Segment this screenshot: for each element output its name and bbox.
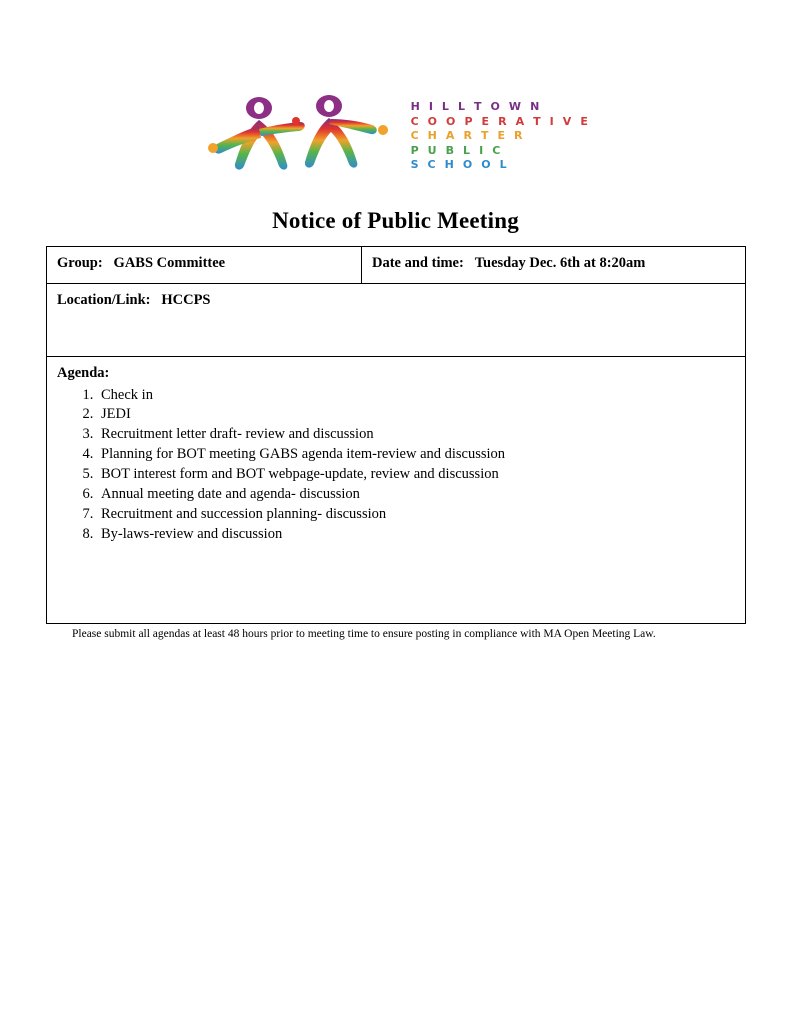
group-label: Group: <box>57 255 103 271</box>
location-label: Location/Link: <box>57 292 151 308</box>
footnote: Please submit all agendas at least 48 hours prior to meeting time to ensure posting in compliance with MA Open Meeting Law. <box>72 628 656 640</box>
group-cell <box>47 247 362 284</box>
list-item: 4. Planning for BOT meeting GABS agenda item-review and discussion <box>97 445 736 465</box>
page-title: Notice of Public Meeting <box>272 208 519 233</box>
datetime-value: Tuesday Dec. 6th at 8:20am <box>474 255 646 271</box>
logo-word-3: C H A R T E R <box>410 129 526 143</box>
list-item: 2. JEDI <box>97 405 736 425</box>
list-item: 1. Check in <box>97 386 736 406</box>
logo-word-5: S C H O O L <box>410 158 510 172</box>
datetime-cell <box>362 247 746 284</box>
location-value: HCCPS <box>161 292 211 308</box>
agenda-label: Agenda: <box>57 365 110 381</box>
table-row-location <box>47 284 746 357</box>
group-value: GABS Committee <box>113 255 226 271</box>
list-item: 6. Annual meeting date and agenda- discussion <box>97 485 736 505</box>
logo-wordmark <box>411 101 591 171</box>
table-row-agenda <box>47 357 746 624</box>
meeting-notice-table <box>46 246 746 624</box>
list-item: 8. By-laws-review and discussion <box>97 525 736 545</box>
agenda-list <box>57 386 736 545</box>
agenda-cell <box>47 357 746 624</box>
logo-word-2: C O O P E R A T I V E <box>410 114 591 128</box>
logo-word-1: H I L L T O W N <box>410 100 542 114</box>
logo-word-4: P U B L I C <box>410 143 503 157</box>
school-logo <box>226 0 591 186</box>
table-row-group-datetime <box>47 247 746 284</box>
hilltown-children-logo-icon <box>201 86 401 186</box>
list-item: 5. BOT interest form and BOT webpage-update, review and discussion <box>97 465 736 485</box>
datetime-label: Date and time: <box>372 255 464 271</box>
list-item: 7. Recruitment and succession planning- discussion <box>97 505 736 525</box>
list-item: 3. Recruitment letter draft- review and discussion <box>97 425 736 445</box>
location-cell <box>47 284 746 357</box>
